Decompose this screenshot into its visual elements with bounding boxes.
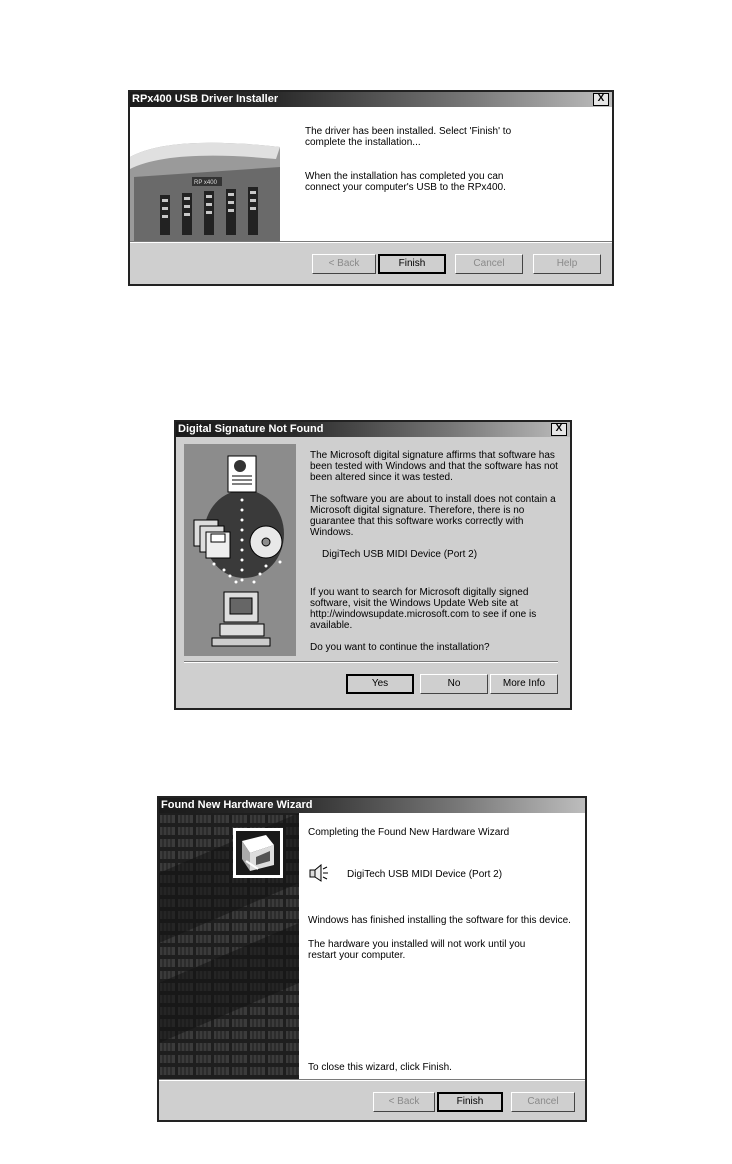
finish-button[interactable]: Finish [437, 1092, 503, 1112]
dialog-title: RPx400 USB Driver Installer [132, 93, 279, 105]
speaker-icon [307, 863, 329, 883]
cancel-button[interactable]: Cancel [511, 1092, 575, 1112]
signature-illustration [184, 444, 296, 656]
back-button[interactable]: < Back [312, 254, 376, 274]
rpx400-installer-dialog [128, 90, 614, 286]
found-new-hardware-wizard [157, 796, 587, 1122]
title-bar[interactable] [130, 92, 612, 107]
restart-required-text: The hardware you installed will not work until you restart your computer. [308, 939, 526, 961]
close-button[interactable]: X [551, 423, 567, 436]
content-area [130, 107, 612, 241]
device-name: DigiTech USB MIDI Device (Port 2) [347, 869, 503, 880]
continue-question: Do you want to continue the installation? [310, 642, 490, 653]
separator [184, 661, 558, 663]
wizard-sidebar [159, 813, 299, 1079]
title-bar[interactable] [159, 798, 585, 813]
wizard-heading: Completing the Found New Hardware Wizard [308, 827, 510, 838]
help-button[interactable]: Help [533, 254, 601, 274]
windows-update-text: If you want to search for Microsoft digitally signed software, visit the Windows Update Web site at http://windowsupdate.microsoft.com to see if one is available. [310, 587, 537, 631]
separator [130, 241, 612, 243]
svg-text:RP x400: RP x400 [194, 180, 217, 186]
installed-message: The driver has been installed. Select 'Finish' to complete the installation... [305, 126, 512, 148]
no-signature-text: The software you are about to install does not contain a Microsoft digital signature. Therefore, there is no guarantee that this software works correctly with Windows. [310, 494, 556, 538]
signature-affirm-text: The Microsoft digital signature affirms that software has been tested with Windows and that the software has not been altered since it was tested. [310, 450, 558, 483]
dialog-title: Found New Hardware Wizard [161, 799, 313, 811]
wizard-content [299, 813, 585, 1079]
yes-button[interactable]: Yes [346, 674, 414, 694]
hardware-icon [233, 828, 283, 878]
connect-usb-message: When the installation has completed you can connect your computer's USB to the RPx400. [305, 171, 506, 193]
back-button[interactable]: < Back [373, 1092, 435, 1112]
finished-installing-text: Windows has finished installing the software for this device. [308, 915, 571, 926]
close-button[interactable]: X [593, 93, 609, 106]
cancel-button[interactable]: Cancel [455, 254, 523, 274]
rpx400-device-image [130, 107, 290, 241]
close-instruction: To close this wizard, click Finish. [308, 1062, 452, 1073]
no-button[interactable]: No [420, 674, 488, 694]
digital-signature-dialog [174, 420, 572, 710]
device-name: DigiTech USB MIDI Device (Port 2) [322, 549, 478, 560]
dialog-title: Digital Signature Not Found [178, 423, 324, 435]
separator [159, 1079, 585, 1081]
title-bar[interactable] [176, 422, 570, 437]
more-info-button[interactable]: More Info [490, 674, 558, 694]
finish-button[interactable]: Finish [378, 254, 446, 274]
